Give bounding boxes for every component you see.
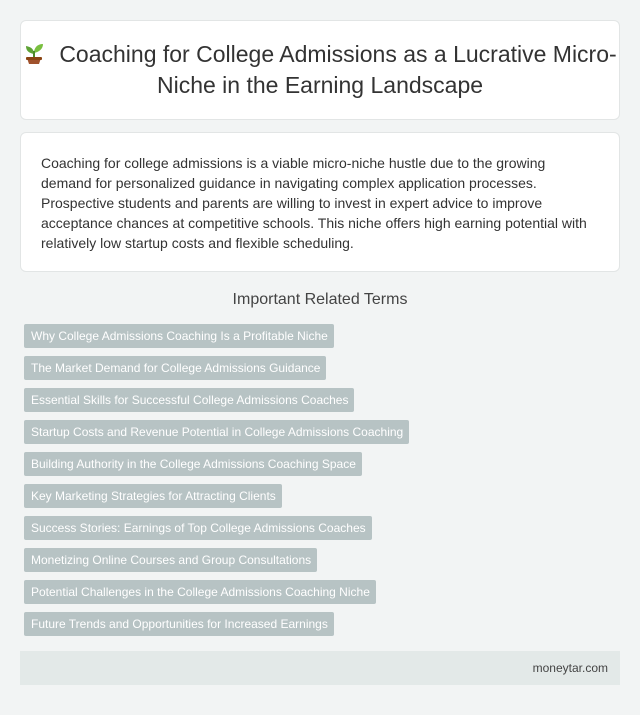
related-term-tag[interactable]: Building Authority in the College Admissions Coaching Space: [24, 452, 362, 476]
related-term-tag[interactable]: Potential Challenges in the College Admissions Coaching Niche: [24, 580, 376, 604]
related-term-tag[interactable]: Future Trends and Opportunities for Increased Earnings: [24, 612, 334, 636]
related-term-tag[interactable]: Monetizing Online Courses and Group Consultations: [24, 548, 317, 572]
intro-paragraph: Coaching for college admissions is a viable micro-niche hustle due to the growing demand for personalized guidance in navigating complex application processes. Prospective students and parents are willing to invest in expert advice to improve acceptance chances at competitive schools. This niche offers high earning potential with relatively low startup costs and flexible scheduling.: [41, 155, 587, 251]
title-card: [20, 20, 620, 120]
related-term-tag[interactable]: Key Marketing Strategies for Attracting Clients: [24, 484, 282, 508]
sprout-icon: [23, 41, 45, 65]
related-term-tag[interactable]: Startup Costs and Revenue Potential in College Admissions Coaching: [24, 420, 409, 444]
page-title-text: Coaching for College Admissions as a Lucrative Micro-Niche in the Earning Landscape: [59, 41, 617, 98]
related-term-tag[interactable]: Why College Admissions Coaching Is a Profitable Niche: [24, 324, 334, 348]
related-term-tag[interactable]: The Market Demand for College Admissions Guidance: [24, 356, 326, 380]
related-terms-heading: Important Related Terms: [232, 291, 408, 308]
footer-site-link[interactable]: moneytar.com: [532, 661, 608, 675]
related-terms-list: [24, 324, 614, 644]
page-title: [21, 39, 619, 101]
related-term-tag[interactable]: Success Stories: Earnings of Top College Admissions Coaches: [24, 516, 372, 540]
intro-card: [20, 132, 620, 272]
related-term-tag[interactable]: Essential Skills for Successful College Admissions Coaches: [24, 388, 354, 412]
footer: [20, 651, 620, 685]
